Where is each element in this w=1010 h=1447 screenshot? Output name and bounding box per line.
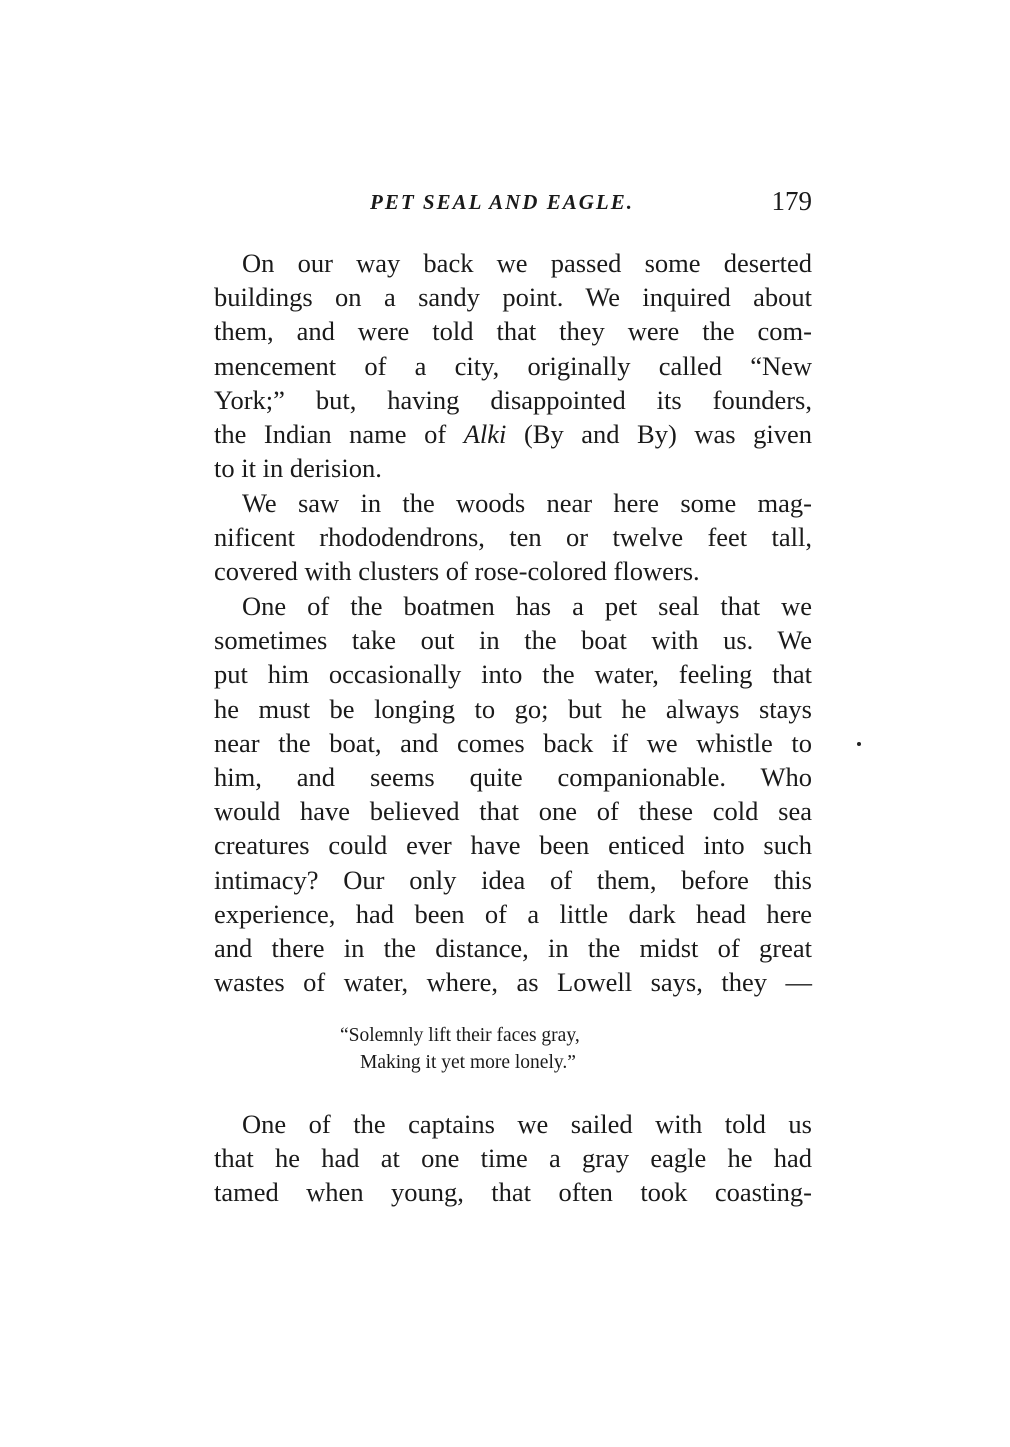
text-line: put him occasionally into the water, feeling that bbox=[214, 659, 812, 690]
text-line: creatures could ever have been enticed into such bbox=[214, 830, 812, 861]
text-fragment: the Indian name of bbox=[214, 418, 464, 449]
running-title: PET SEAL AND EAGLE. bbox=[370, 190, 634, 214]
text-fragment: (By and By) was given bbox=[506, 418, 812, 449]
italic-word-alki: Alki bbox=[463, 418, 507, 449]
page-number: 179 bbox=[771, 186, 812, 216]
paragraph-rhododendrons bbox=[214, 486, 812, 589]
paragraph-deserted-buildings bbox=[214, 246, 812, 485]
text-line: buildings on a sandy point. We inquired about bbox=[214, 282, 812, 313]
text-line: mencement of a city, originally called “New bbox=[214, 350, 812, 381]
margin-speck bbox=[857, 742, 861, 746]
text-line-with-italic bbox=[214, 417, 812, 451]
text-line: would have believed that one of these cold sea bbox=[214, 796, 812, 827]
text-line: York;” but, having disappointed its founders, bbox=[214, 384, 812, 415]
text-line: nificent rhododendrons, ten or twelve feet tall, bbox=[214, 522, 812, 553]
quote-line: Making it yet more lonely.” bbox=[360, 1052, 576, 1073]
text-line: One of the captains we sailed with told us bbox=[242, 1109, 812, 1139]
page-header bbox=[214, 186, 812, 226]
text-line: intimacy? Our only idea of them, before this bbox=[214, 864, 812, 895]
text-line: that he had at one time a gray eagle he had bbox=[214, 1143, 812, 1174]
text-line: and there in the distance, in the midst of great bbox=[214, 932, 812, 963]
text-line: them, and were told that they were the com- bbox=[214, 316, 812, 347]
text-line: him, and seems quite companionable. Who bbox=[214, 761, 812, 792]
text-line: wastes of water, where, as Lowell says, they — bbox=[214, 967, 812, 998]
quote-line: “Solemnly lift their faces gray, bbox=[340, 1025, 580, 1046]
text-line: he must be longing to go; but he always stays bbox=[214, 693, 812, 724]
text-line: near the boat, and comes back if we whistle to bbox=[214, 727, 812, 758]
paragraph-gray-eagle bbox=[214, 1107, 812, 1210]
text-line: to it in derision. bbox=[214, 453, 382, 484]
text-line: covered with clusters of rose-colored flowers. bbox=[214, 556, 700, 587]
text-line: We saw in the woods near here some mag- bbox=[242, 488, 812, 518]
paragraph-pet-seal bbox=[214, 589, 812, 999]
text-line: tamed when young, that often took coasting- bbox=[214, 1177, 812, 1208]
lowell-quote bbox=[340, 1022, 580, 1076]
text-line: On our way back we passed some deserted bbox=[242, 248, 812, 278]
text-line: sometimes take out in the boat with us. We bbox=[214, 625, 812, 656]
text-line: experience, had been of a little dark head here bbox=[214, 898, 812, 929]
text-line: One of the boatmen has a pet seal that we bbox=[242, 591, 812, 621]
